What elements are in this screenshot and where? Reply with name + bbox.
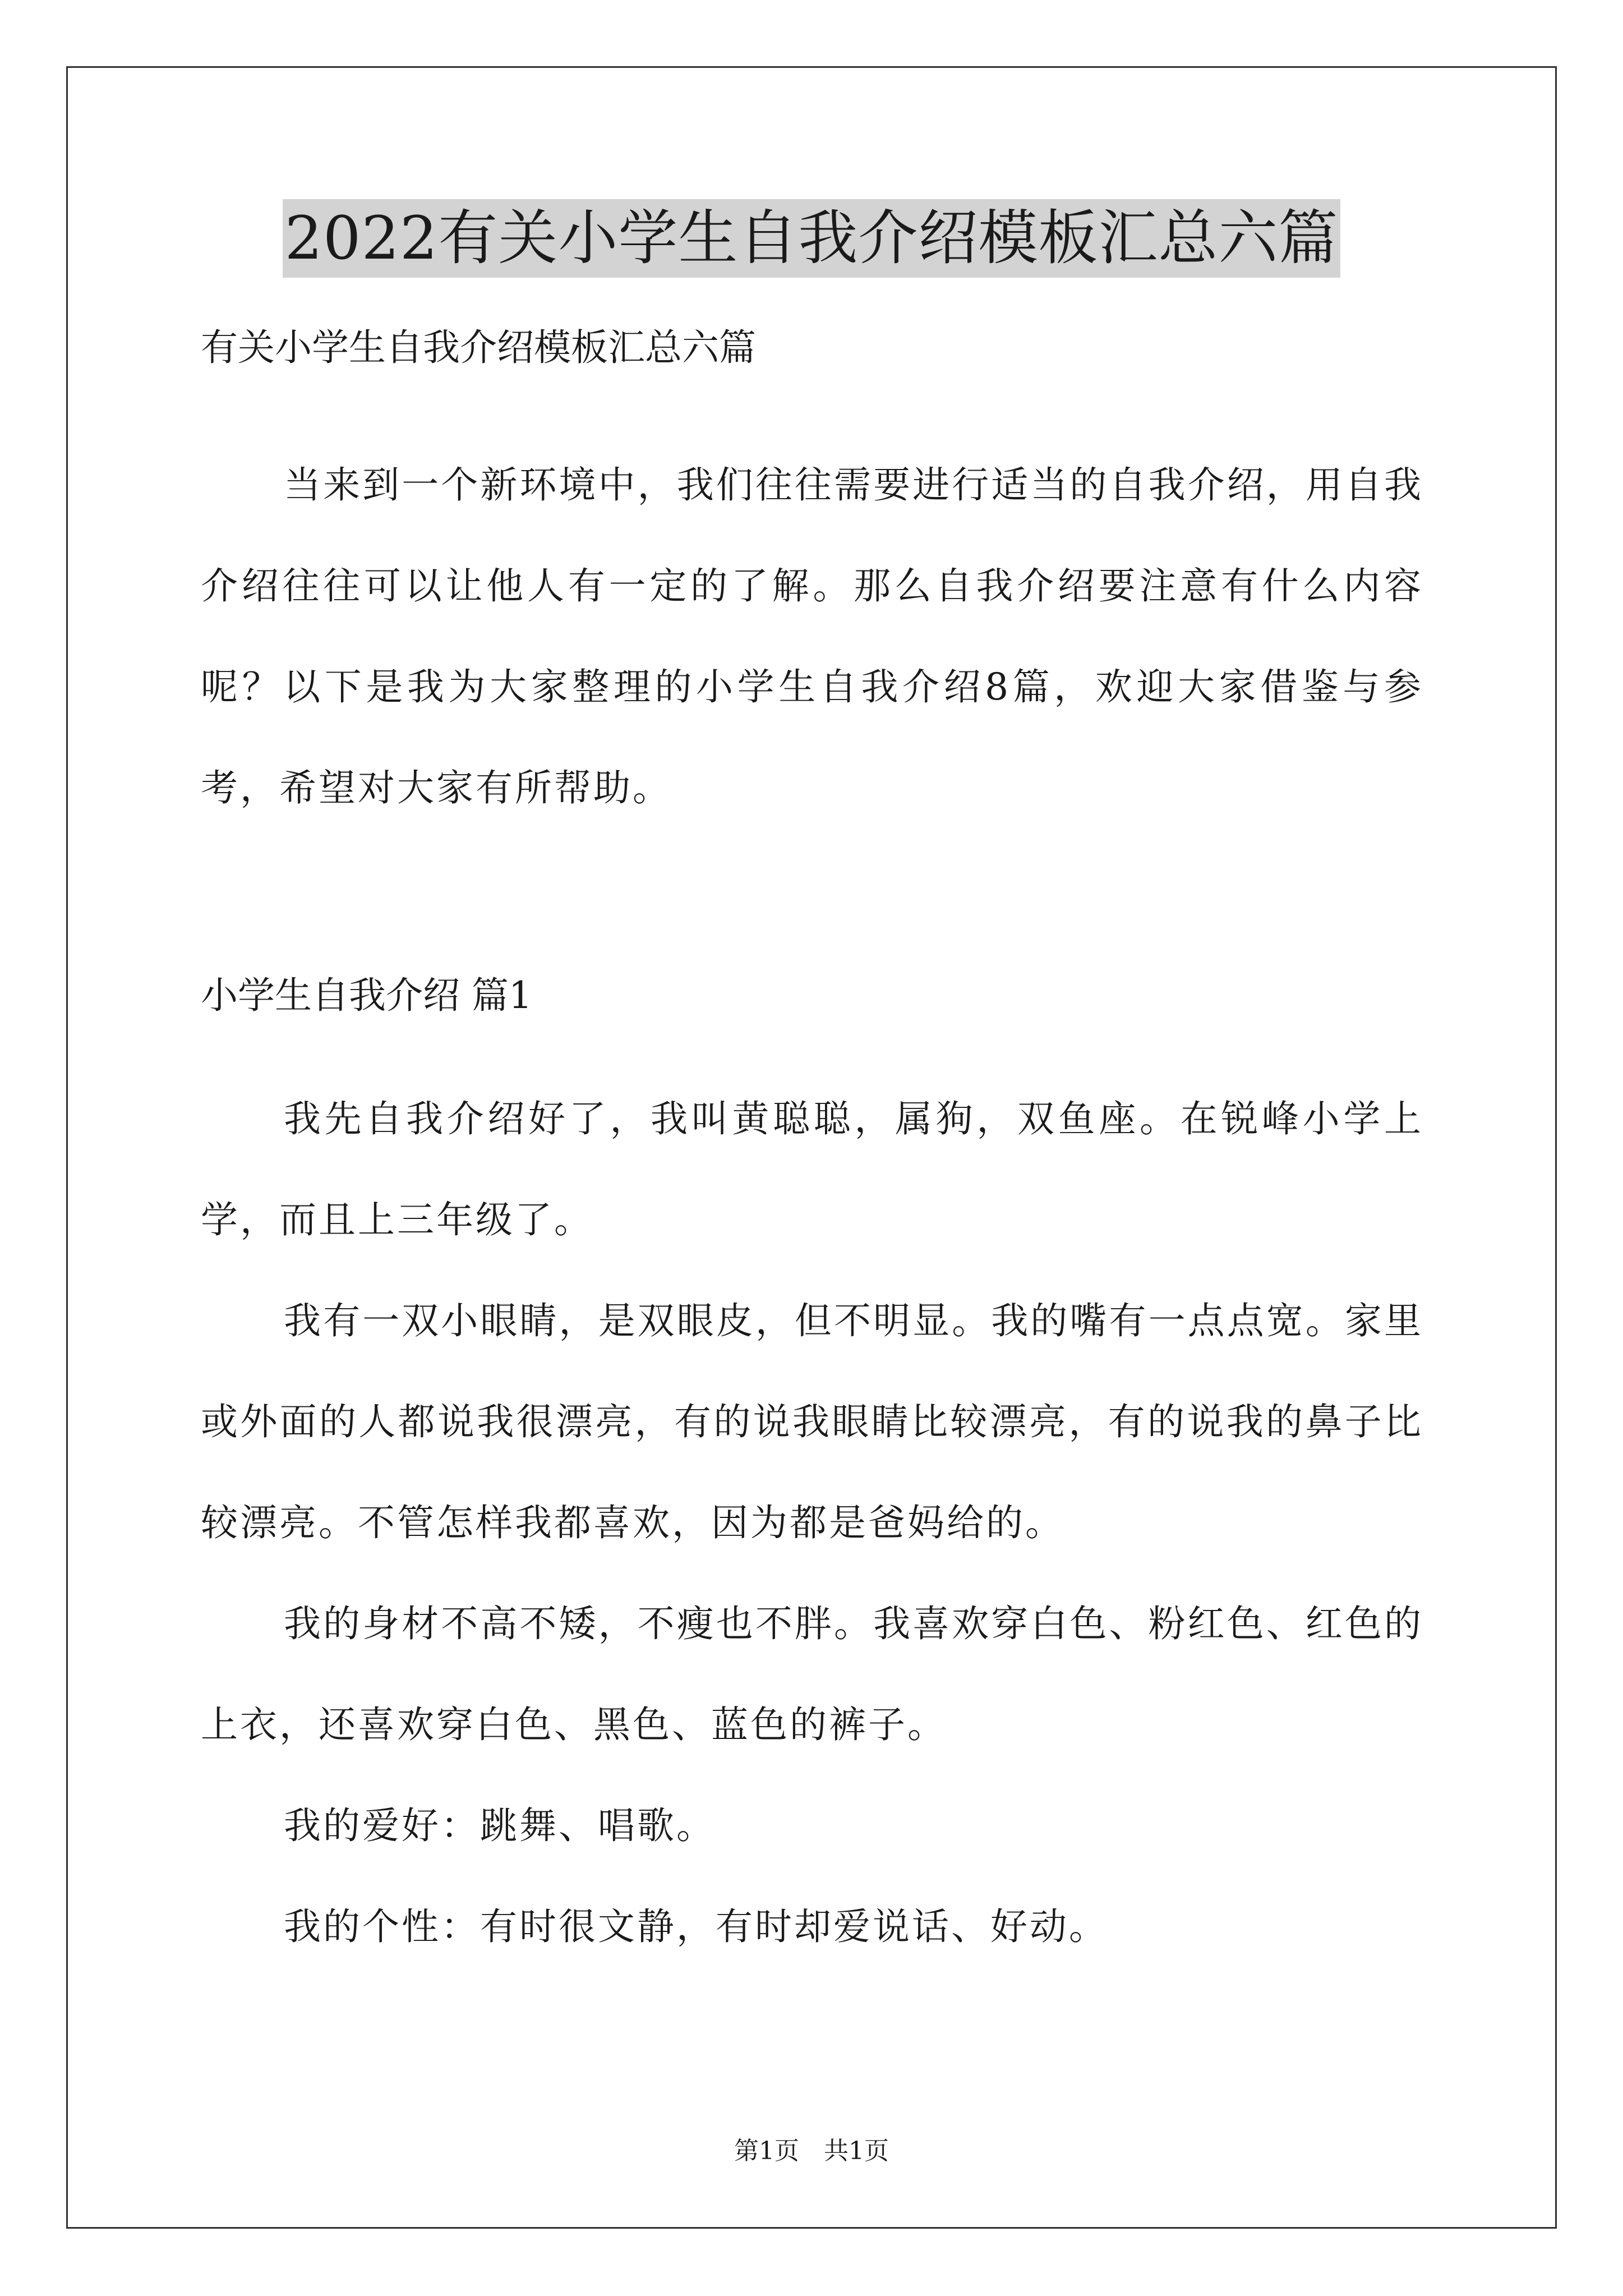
body-paragraph: 我的爱好：跳舞、唱歌。 <box>284 1804 716 1847</box>
body-paragraph: 我的个性：有时很文静，有时却爱说话、好动。 <box>284 1905 1108 1948</box>
body-paragraph: 我先自我介绍好了，我叫黄聪聪，属狗，双鱼座。在锐峰小学上学，而且上三年级了。 <box>201 1097 1423 1241</box>
page-footer: 第1页 共1页 <box>734 2137 889 2165</box>
document-subtitle: 有关小学生自我介绍模板汇总六篇 <box>201 326 756 369</box>
title-container <box>0 199 1623 278</box>
intro-paragraph: 当来到一个新环境中，我们往往需要进行适当的自我介绍，用自我介绍往往可以让他人有一定的了解。那么自我介绍要注意有什么内容呢？以下是我为大家整理的小学生自我介绍8篇，欢迎大家借鉴与参考，希望对大家有所帮助。 <box>201 463 1423 809</box>
spacer <box>201 1029 1423 1069</box>
document-body <box>201 314 1423 1977</box>
spacer <box>201 381 1423 435</box>
spacer <box>201 839 1423 962</box>
section-heading: 小学生自我介绍 篇1 <box>201 974 532 1017</box>
document-title: 2022有关小学生自我介绍模板汇总六篇 <box>283 199 1341 278</box>
body-paragraph: 我的身材不高不矮，不瘦也不胖。我喜欢穿白色、粉红色、红色的上衣，还喜欢穿白色、黑色、蓝色的裤子。 <box>201 1602 1423 1746</box>
body-paragraph: 我有一双小眼睛，是双眼皮，但不明显。我的嘴有一点点宽。家里或外面的人都说我很漂亮，有的说我眼睛比较漂亮，有的说我的鼻子比较漂亮。不管怎样我都喜欢，因为都是爸妈给的。 <box>201 1299 1423 1544</box>
